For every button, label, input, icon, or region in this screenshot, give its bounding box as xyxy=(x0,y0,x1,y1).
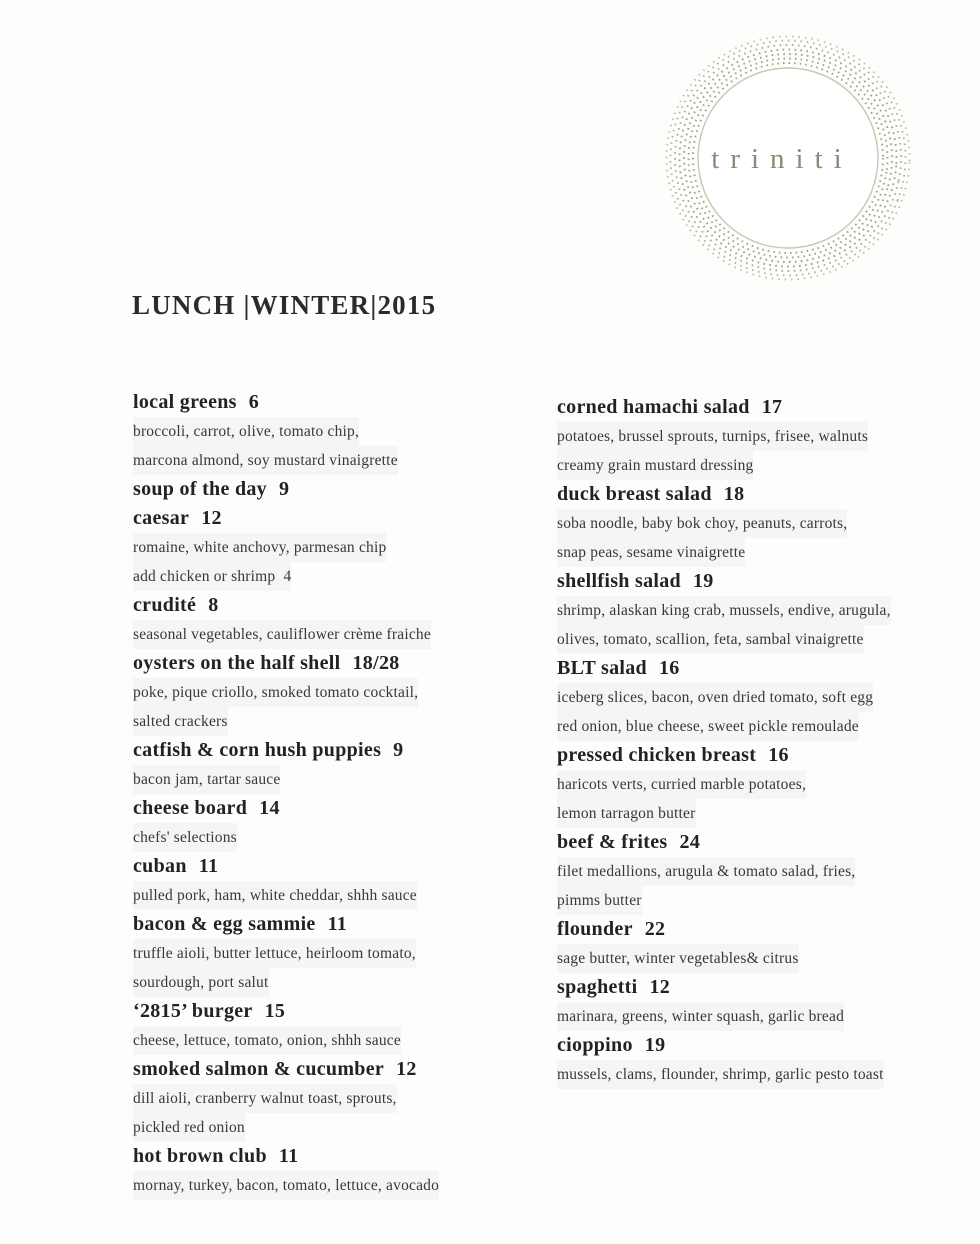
menu-item xyxy=(557,741,977,828)
menu-item xyxy=(133,649,533,736)
menu-item xyxy=(133,794,533,852)
menu-item xyxy=(133,852,533,910)
menu-item-title xyxy=(133,910,533,939)
menu-item-title xyxy=(557,915,977,944)
menu-item xyxy=(133,1055,533,1142)
menu-item-description-line: seasonal vegetables, cauliflower crème fraiche xyxy=(133,620,431,649)
menu-item-name: cuban xyxy=(133,855,187,877)
menu-item-price: 12 xyxy=(649,976,671,998)
menu-item-price: 11 xyxy=(327,913,348,935)
menu-title: LUNCH |WINTER|2015 xyxy=(132,290,437,320)
menu-item-description-line: add chicken or shrimp 4 xyxy=(133,562,291,591)
menu-item-name: cioppino xyxy=(557,1034,633,1056)
menu-item xyxy=(557,480,977,567)
menu-item-name: caesar xyxy=(133,507,190,529)
menu-item-name: oysters on the half shell xyxy=(133,652,341,674)
menu-item-name: soup of the day xyxy=(133,478,267,500)
menu-item xyxy=(557,915,977,973)
menu-item-description-line: pickled red onion xyxy=(133,1113,245,1142)
menu-item-name: bacon & egg sammie xyxy=(133,913,316,935)
menu-item-description-line: mussels, clams, flounder, shrimp, garlic pesto toast xyxy=(557,1060,884,1089)
menu-item-price: 11 xyxy=(198,855,219,877)
menu-item-description-line: marcona almond, soy mustard vinaigrette xyxy=(133,446,398,475)
menu-item-name: ‘2815’ burger xyxy=(133,1000,253,1022)
menu-item-name: cheese board xyxy=(133,797,248,819)
menu-item-name: duck breast salad xyxy=(557,483,712,505)
menu-item xyxy=(557,828,977,915)
menu-item-title xyxy=(133,388,533,417)
menu-item xyxy=(133,475,533,504)
menu-item-name: corned hamachi salad xyxy=(557,396,750,418)
menu-item-description-line: broccoli, carrot, olive, tomato chip, xyxy=(133,417,359,446)
menu-item-title xyxy=(133,1142,533,1171)
menu-item xyxy=(133,591,533,649)
menu-item-price: 9 xyxy=(278,478,290,500)
menu-item-name: beef & frites xyxy=(557,831,668,853)
menu-item-description-line: pulled pork, ham, white cheddar, shhh sauce xyxy=(133,881,417,910)
menu-item xyxy=(133,504,533,591)
menu-item-price: 11 xyxy=(278,1145,299,1167)
menu-item-title xyxy=(557,828,977,857)
menu-item-price: 12 xyxy=(201,507,222,529)
menu-item-description-line: red onion, blue cheese, sweet pickle remoulade xyxy=(557,712,859,741)
menu-item-price: 6 xyxy=(248,391,260,413)
menu-item-price: 19 xyxy=(644,1034,666,1056)
menu-item-title xyxy=(133,475,533,504)
menu-item-description-line: salted crackers xyxy=(133,707,228,736)
menu-item-price: 12 xyxy=(396,1058,417,1080)
menu-item-title xyxy=(133,852,533,881)
menu-item-description-line: snap peas, sesame vinaigrette xyxy=(557,538,745,567)
menu-item-description-line: iceberg slices, bacon, oven dried tomato, soft egg xyxy=(557,683,873,712)
menu-item-name: flounder xyxy=(557,918,633,940)
menu-item-title xyxy=(557,480,977,509)
menu-item-price: 14 xyxy=(259,797,280,819)
menu-column-left xyxy=(133,388,533,1200)
menu-item xyxy=(557,973,977,1031)
menu-item-title xyxy=(557,654,977,683)
menu-item-name: BLT salad xyxy=(557,657,647,679)
menu-item-title xyxy=(557,567,977,596)
menu-item-description-line: bacon jam, tartar sauce xyxy=(133,765,280,794)
menu-item-description-line: cheese, lettuce, tomato, onion, shhh sauce xyxy=(133,1026,401,1055)
menu-item-description-line: marinara, greens, winter squash, garlic bread xyxy=(557,1002,844,1031)
menu-item-title xyxy=(133,504,533,533)
menu-item-description-line: soba noodle, baby bok choy, peanuts, carrots, xyxy=(557,509,847,538)
menu-item-description-line: olives, tomato, scallion, feta, sambal vinaigrette xyxy=(557,625,864,654)
menu-item-description-line: poke, pique criollo, smoked tomato cocktail, xyxy=(133,678,418,707)
menu-item-name: local greens xyxy=(133,391,237,413)
menu-item-description-line: romaine, white anchovy, parmesan chip xyxy=(133,533,386,562)
menu-column-right xyxy=(557,393,977,1089)
logo-graphic xyxy=(663,33,913,283)
menu-item-description-line: creamy grain mustard dressing xyxy=(557,451,753,480)
menu-item-description-line: pimms butter xyxy=(557,886,642,915)
menu-item-price: 22 xyxy=(644,918,666,940)
menu-item-description-line: dill aioli, cranberry walnut toast, sprouts, xyxy=(133,1084,397,1113)
menu-item-name: pressed chicken breast xyxy=(557,744,757,766)
menu-item-price: 15 xyxy=(264,1000,286,1022)
menu-item-title xyxy=(557,741,977,770)
menu-item-title xyxy=(133,1055,533,1084)
menu-item xyxy=(557,393,977,480)
menu-item-name: hot brown club xyxy=(133,1145,267,1167)
menu-item-description-line: sage butter, winter vegetables& citrus xyxy=(557,944,799,973)
menu-item xyxy=(557,654,977,741)
menu-item-title xyxy=(133,794,533,823)
menu-item-description-line: filet medallions, arugula & tomato salad, fries, xyxy=(557,857,855,886)
menu-item-title xyxy=(557,973,977,1002)
menu-item xyxy=(133,388,533,475)
menu-item xyxy=(133,736,533,794)
menu-item-price: 9 xyxy=(393,739,404,761)
menu-item-name: catfish & corn hush puppies xyxy=(133,739,382,761)
menu-item-description-line: potatoes, brussel sprouts, turnips, frisee, walnuts xyxy=(557,422,868,451)
menu-item xyxy=(133,1142,533,1200)
menu-item-name: spaghetti xyxy=(557,976,638,998)
menu-item-description-line: shrimp, alaskan king crab, mussels, endive, arugula, xyxy=(557,596,891,625)
menu-item-price: 18/28 xyxy=(352,652,400,674)
menu-item-price: 18 xyxy=(723,483,745,505)
menu-item-name: smoked salmon & cucumber xyxy=(133,1058,385,1080)
menu-item-title xyxy=(133,997,533,1026)
menu-item-price: 16 xyxy=(659,657,680,679)
menu-item-description-line: lemon tarragon butter xyxy=(557,799,696,828)
menu-item-title xyxy=(133,591,533,620)
restaurant-logo xyxy=(663,33,913,283)
menu-item-title xyxy=(133,649,533,678)
menu-item-description-line: mornay, turkey, bacon, tomato, lettuce, avocado xyxy=(133,1171,439,1200)
menu-item-title xyxy=(557,393,977,422)
logo-text: triniti xyxy=(711,143,853,175)
menu-item-description-line: truffle aioli, butter lettuce, heirloom tomato, xyxy=(133,939,416,968)
menu-item xyxy=(133,997,533,1055)
menu-item-title xyxy=(557,1031,977,1060)
menu-item-description-line: haricots verts, curried marble potatoes, xyxy=(557,770,806,799)
menu-item-price: 8 xyxy=(208,594,219,616)
menu-item xyxy=(557,567,977,654)
menu-item-title xyxy=(133,736,533,765)
menu-item-price: 16 xyxy=(768,744,789,766)
menu-item xyxy=(557,1031,977,1089)
menu-item-price: 24 xyxy=(679,831,701,853)
menu-item-price: 17 xyxy=(761,396,783,418)
menu-item-name: shellfish salad xyxy=(557,570,681,592)
menu-item-price: 19 xyxy=(692,570,714,592)
menu-item-description-line: chefs' selections xyxy=(133,823,237,852)
menu-item xyxy=(133,910,533,997)
menu-item-name: crudité xyxy=(133,594,197,616)
menu-item-description-line: sourdough, port salut xyxy=(133,968,269,997)
